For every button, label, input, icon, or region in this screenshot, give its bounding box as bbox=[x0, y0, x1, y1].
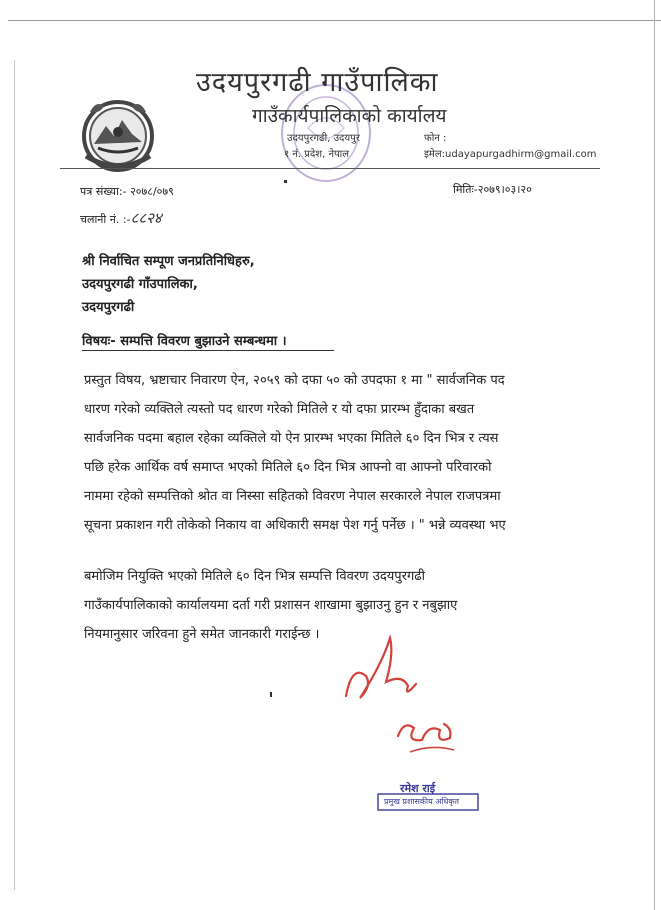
address-line-1: उदयपुरगढी, उदयपुर bbox=[287, 133, 360, 144]
body-line: नाममा रहेको सम्पत्तिको श्रोत वा निस्सा सहितको विवरण नेपाल सरकारले नेपाल राजपत्रमा bbox=[84, 489, 501, 504]
address-line-2: १ नं. प्रदेश, नेपाल bbox=[284, 149, 350, 160]
letter-date: मितिः-२०७९।०३।२० bbox=[453, 183, 532, 196]
body-line: धारण गरेको व्यक्तिले त्यस्तो पद धारण गरेको मितिले र यो दफा प्रारम्भ हुँदाका बखत bbox=[84, 402, 475, 417]
scan-speck bbox=[284, 180, 287, 183]
body-line: बमोजिम नियुक्ति भएको मितिले ६० दिन भित्र सम्पत्ति विवरण उदयपुरगढी bbox=[84, 569, 425, 584]
header-divider bbox=[60, 168, 600, 169]
scan-edge-left bbox=[14, 60, 15, 890]
body-line: गाउँकार्यपालिकाको कार्यालयमा दर्ता गरी प्रशासन शाखामा बुझाउनु हुन र नबुझाए bbox=[84, 598, 458, 613]
org-name: उदयपुरगढी गाउँपालिका bbox=[196, 67, 439, 98]
handwritten-signature bbox=[332, 624, 492, 784]
scan-edge-right bbox=[654, 0, 655, 910]
body-line: सार्वजनिक पदमा बहाल रहेका व्यक्तिले यो ऐन प्रारम्भ भएका मितिले ६० दिन भित्र र त्यस bbox=[84, 431, 499, 446]
stamp-name: रमेश राई bbox=[400, 782, 436, 795]
subject-line: विषयः- सम्पत्ति विवरण बुझाउने सम्बन्धमा । bbox=[82, 334, 287, 349]
stamp-title: प्रमुख प्रशासकीय अधिकृत bbox=[384, 797, 460, 806]
email-label: इमेल:udayapurgadhirm@gmail.com bbox=[424, 149, 597, 160]
addressee-line: श्री निर्वाचित सम्पूण जनप्रतिनिधिहरु, bbox=[82, 254, 255, 269]
addressee-line: उदयपुरगढी गाँउपालिका, bbox=[82, 277, 198, 292]
scan-edge-top bbox=[8, 20, 661, 21]
phone-label: फोन : bbox=[424, 133, 447, 144]
dispatch-number-row bbox=[80, 208, 162, 228]
subject-underline bbox=[82, 350, 334, 351]
dispatch-label: चलानी नं. :- bbox=[80, 213, 131, 226]
body-line: पछि हरेक आर्थिक वर्ष समाप्त भएको मितिले ६० दिन भित्र आफ्नो वा आफ्नो परिवारको bbox=[84, 460, 492, 475]
scan-speck bbox=[270, 692, 272, 697]
reference-number: पत्र संख्या:- २०७८/०७९ bbox=[80, 185, 174, 198]
body-line: सूचना प्रकाशन गरी तोकेको निकाय वा अधिकारी समक्ष पेश गर्नु पर्नेछ । " भन्ने व्यवस्था भए bbox=[84, 518, 506, 533]
addressee-block bbox=[82, 250, 255, 319]
nepal-emblem-icon bbox=[76, 92, 160, 176]
body-line: नियमानुसार जरिवना हुने समेत जानकारी गराईन्छ । bbox=[84, 627, 320, 642]
dispatch-number: ८८२४ bbox=[130, 209, 162, 227]
office-name: गाउँकार्यपालिकाको कार्यालय bbox=[252, 105, 447, 127]
addressee-line: उदयपुरगढी bbox=[82, 300, 135, 315]
body-line: प्रस्तुत विषय, भ्रष्टाचार निवारण ऐन, २०५९ को दफा ५० को उपदफा १ मा " सार्वजनिक पद bbox=[84, 373, 505, 388]
